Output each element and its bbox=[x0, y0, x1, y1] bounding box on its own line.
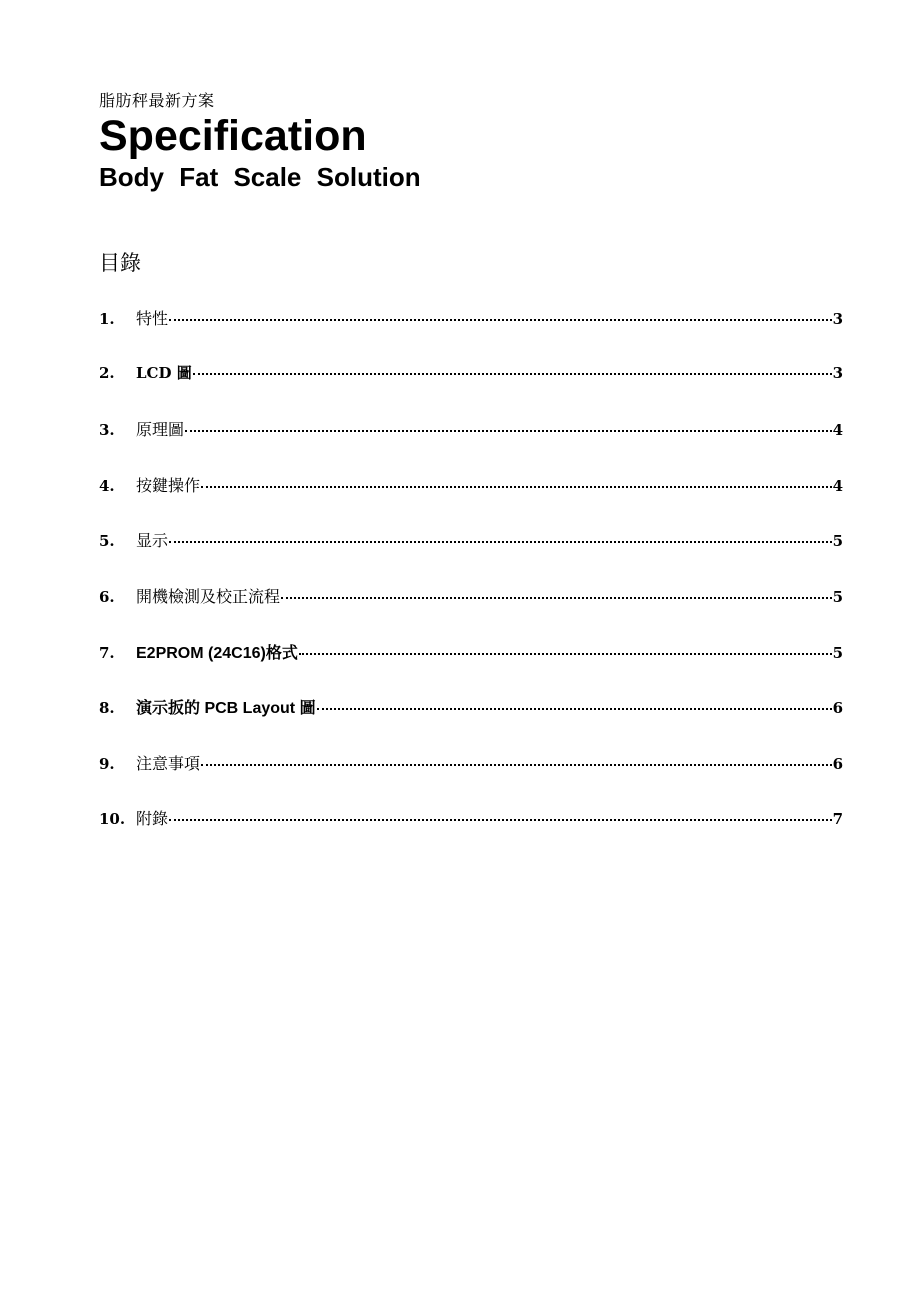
toc-entry-number: 9. bbox=[99, 754, 115, 773]
dot-leader bbox=[169, 319, 832, 321]
toc-entry-title: 開機檢測及校正流程 bbox=[136, 586, 281, 606]
toc-entry-page: 3 bbox=[832, 310, 843, 328]
toc-entry[interactable] bbox=[99, 695, 843, 751]
dot-leader bbox=[201, 764, 832, 766]
toc-entry-number: 2. bbox=[99, 363, 115, 382]
toc-entry-page: 7 bbox=[832, 810, 843, 829]
toc-entry-page: 6 bbox=[832, 699, 843, 718]
dot-leader bbox=[185, 430, 832, 432]
toc-entry-number: 7. bbox=[99, 643, 115, 662]
toc-entry[interactable] bbox=[99, 306, 843, 362]
toc-heading: 目錄 bbox=[99, 251, 141, 275]
document-title: Specification bbox=[99, 112, 367, 160]
toc-entry-number: 4. bbox=[99, 476, 115, 495]
toc-entry-page: 5 bbox=[832, 643, 843, 662]
dot-leader bbox=[193, 373, 832, 375]
toc-entry-number: 3. bbox=[99, 421, 115, 440]
toc-entry[interactable] bbox=[99, 528, 843, 584]
dot-leader bbox=[169, 819, 832, 821]
dot-leader bbox=[201, 486, 832, 488]
toc-entry-title: 特性 bbox=[136, 309, 169, 328]
toc-entry-page: 5 bbox=[832, 587, 843, 606]
toc-entry-page: 4 bbox=[832, 421, 843, 440]
toc-entry-number: 8. bbox=[99, 699, 115, 718]
toc-entry-number: 6. bbox=[99, 587, 115, 606]
toc-entry-page: 3 bbox=[832, 363, 843, 382]
toc-entry-title: 附錄 bbox=[136, 809, 169, 829]
toc-entry-title: LCD 圖 bbox=[136, 363, 192, 382]
toc-entry-title: 原理圖 bbox=[136, 420, 185, 440]
document-subtitle: Body Fat Scale Solution bbox=[99, 162, 421, 192]
toc-entry[interactable] bbox=[99, 751, 843, 807]
toc-entry[interactable] bbox=[99, 417, 843, 473]
toc-entry-number: 1. bbox=[99, 310, 115, 328]
table-of-contents bbox=[99, 306, 843, 862]
toc-entry-title: 演示扳的 PCB Layout 圖 bbox=[136, 700, 316, 718]
toc-entry[interactable] bbox=[99, 584, 843, 640]
dot-leader bbox=[169, 541, 832, 543]
toc-entry-page: 5 bbox=[832, 532, 843, 551]
toc-entry-title: 注意事項 bbox=[136, 753, 201, 773]
dot-leader bbox=[299, 653, 832, 655]
toc-entry-number: 5. bbox=[99, 532, 115, 551]
toc-entry[interactable] bbox=[99, 473, 843, 529]
toc-entry-title: 显示 bbox=[136, 531, 169, 551]
toc-entry[interactable] bbox=[99, 806, 843, 862]
toc-entry-page: 6 bbox=[832, 754, 843, 773]
document-kicker: 脂肪秤最新方案 bbox=[99, 91, 215, 110]
toc-entry-title: E2PROM (24C16)格式 bbox=[136, 644, 298, 662]
dot-leader bbox=[317, 708, 832, 710]
toc-entry-page: 4 bbox=[832, 476, 843, 495]
dot-leader bbox=[281, 597, 832, 599]
toc-entry-number: 10. bbox=[99, 810, 126, 829]
toc-entry-title: 按鍵操作 bbox=[136, 475, 201, 495]
toc-entry[interactable] bbox=[99, 640, 843, 696]
toc-entry[interactable] bbox=[99, 362, 843, 418]
